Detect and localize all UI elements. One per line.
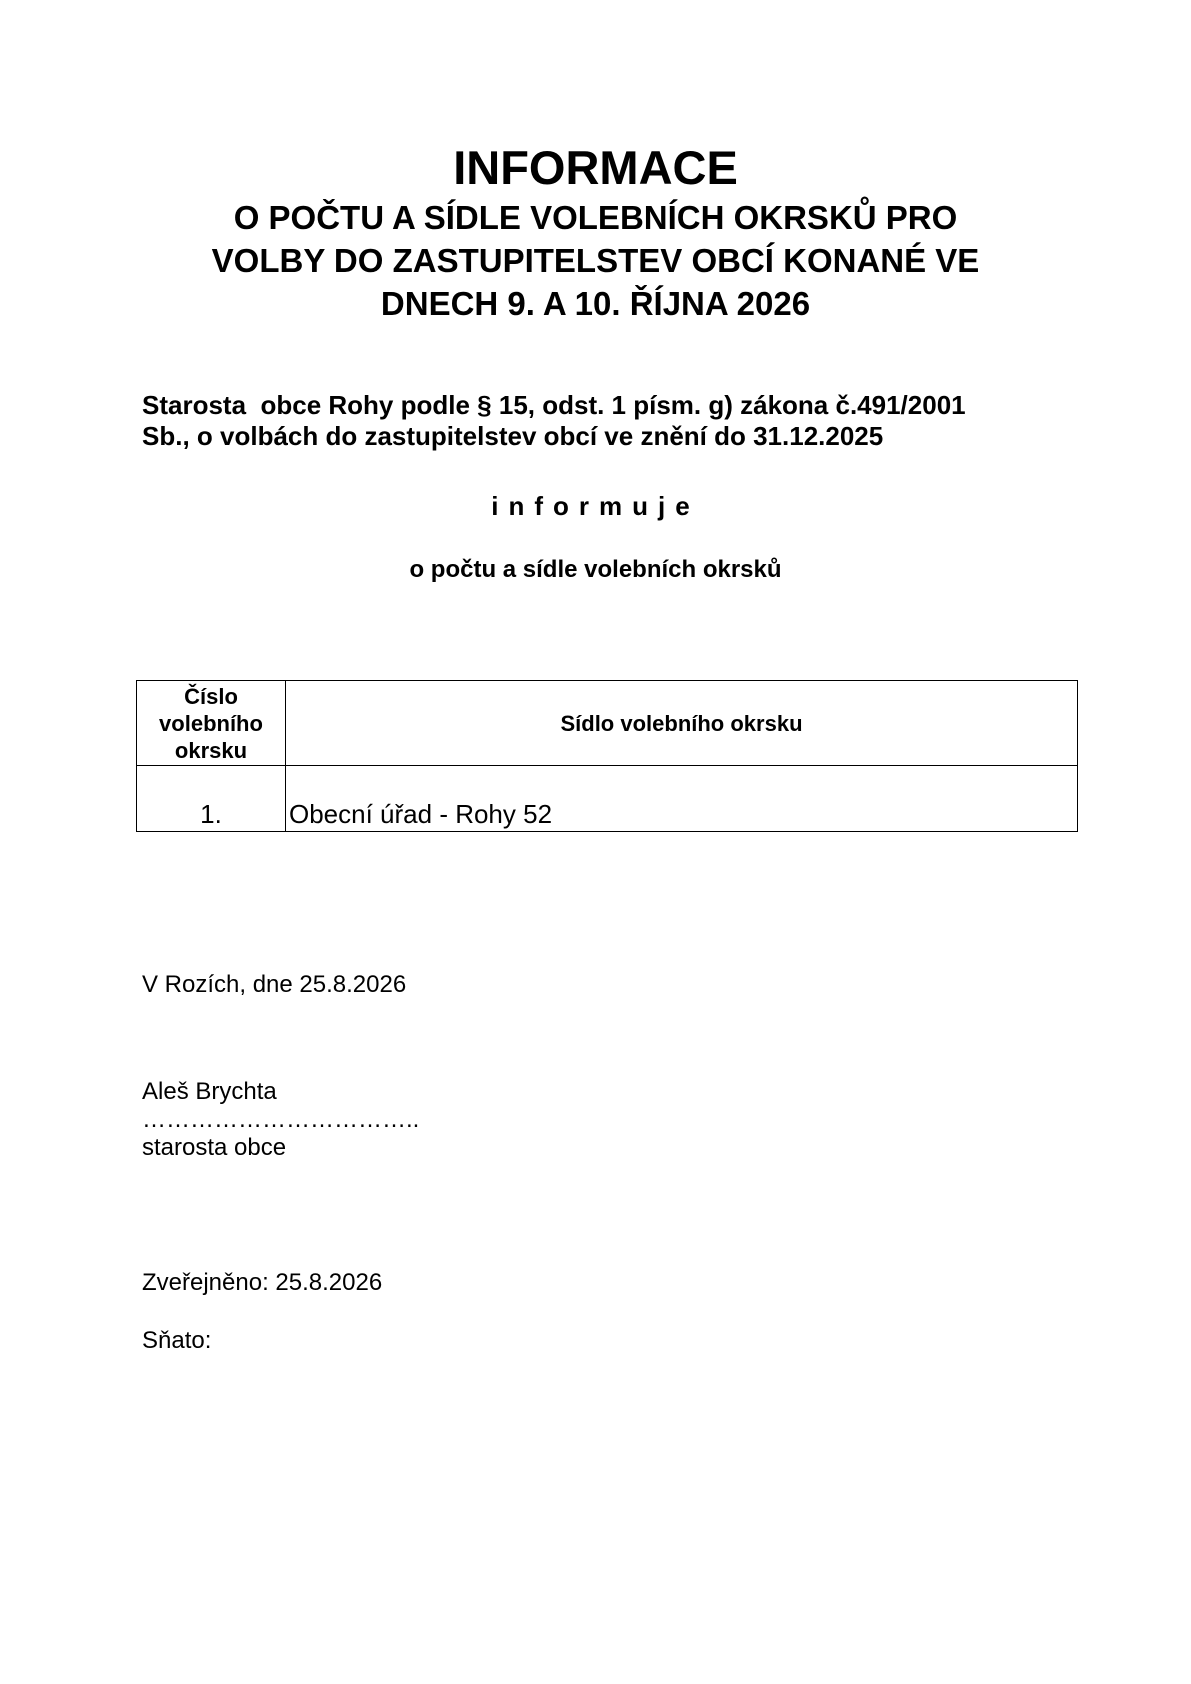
signature-block (142, 1078, 419, 1162)
header-line: volebního (159, 710, 263, 736)
district-seat-cell: Obecní úřad - Rohy 52 (286, 766, 1078, 832)
subtitle-line: DNECH 9. A 10. ŘÍJNA 2026 (380, 285, 811, 322)
header-district-seat: Sídlo volebního okrsku (286, 681, 1078, 766)
intro-line: Starosta obce Rohy podle § 15, odst. 1 písm. g) zákona č.491/2001 (142, 390, 966, 420)
place-date: V Rozích, dne 25.8.2026 (142, 971, 407, 998)
signer-role: starosta obce (142, 1134, 287, 1161)
header-district-number (137, 681, 286, 766)
document-subtitle (100, 196, 1091, 325)
signature-line: …………………………….. (142, 1106, 420, 1133)
table-row (137, 766, 1078, 832)
header-line: Číslo (184, 683, 238, 709)
subtitle-line: VOLBY DO ZASTUPITELSTEV OBCÍ KONANÉ VE (211, 242, 980, 279)
removed-date: Sňato: (142, 1327, 212, 1354)
page-title: INFORMACE (453, 141, 738, 194)
header-line: okrsku (174, 737, 248, 763)
intro-line: Sb., o volbách do zastupitelstev obcí ve znění do 31.12.2025 (142, 421, 884, 451)
signer-name: Aleš Brychta (142, 1078, 277, 1105)
district-number-cell: 1. (137, 766, 286, 832)
subtitle-line: O POČTU A SÍDLE VOLEBNÍCH OKRSKŮ PRO (233, 199, 958, 236)
table-header-row (137, 681, 1078, 766)
intro-paragraph (142, 390, 1082, 452)
published-date: Zveřejněno: 25.8.2026 (142, 1269, 383, 1296)
informuje-heading: informuje (491, 491, 700, 521)
districts-table (136, 680, 1078, 832)
intro-subject: o počtu a sídle volebních okrsků (409, 556, 782, 583)
